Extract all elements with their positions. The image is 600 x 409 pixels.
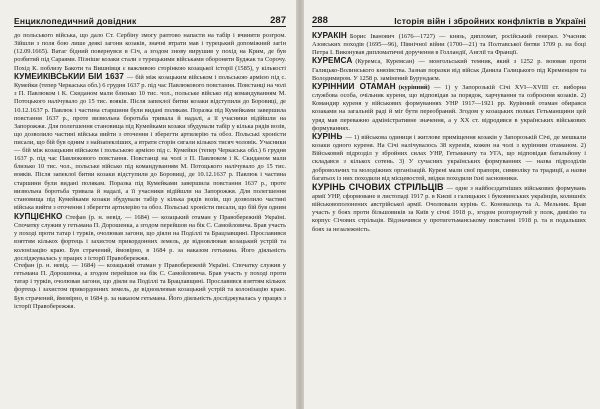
- entry-paragraph: [312, 183, 586, 234]
- entry-paragraph: [312, 57, 586, 82]
- entry-text: (Куремса, Куремсан) — монгольський темник, який з 1252 р. воював проти Галицько-Волинського князівства. Зазнав поразки від військ Данила Галицького під Кременцем та Володимиром. У 1258 р. замінений Бурундаєм.: [312, 58, 586, 82]
- entry-headword: КУРІННИЙ ОТАМАН: [312, 82, 396, 91]
- header-title: Енциклопедичний довідник: [14, 16, 137, 26]
- page-number: 287: [270, 15, 286, 26]
- entry-paragraph: [14, 73, 286, 147]
- entry: [312, 83, 586, 133]
- book-gutter: [296, 0, 304, 409]
- entry-paragraph: [312, 32, 586, 57]
- page-header: [312, 14, 586, 27]
- page-number: 288: [312, 15, 328, 26]
- entry-text: Стефан (р. н. невід. — 1684) — козацький отаман у Правобережній Україні. Спочатку служив у гетьмана П. Дорошенка, а згодом перейшов на бік С. Самойловича. Брав участь у поході проти татар і турків, очолював загони, що діяли на Поділлі та Брацлавщині. Прославився взяттям кількох фортець і захистом прикордонних земель, де відновлював козацький устрій та колонізацію краю. Був страчений, ймовірно, в 1684 р. за наказом гетьмана. Його діяльність досліджувалась у працях з історії Правобережжя.: [14, 214, 286, 262]
- entry-text: — 1) військова одиниця і житлове приміщення козаків у Запорозькій Січі, де мешкали козаки одного куреня. На Січі налічувалось 38 куренів, кожен на чолі з курінним отаманом. 2) Військовий підрозділ у збройних силах УНР, Гетьманату та УГА, що відповідав батальйону і складався з кількох сотень. 3) У сучасних українських формуваннях — назва підрозділів добровольчих та молодіжних організацій. Курені мали свої прапори, символіку та традиції, а назви багатьох із них походили від місцевостей, звідки походили їхні засновники.: [312, 133, 586, 182]
- continuation-text: до польського війська, що дало Ст. Сербіну змогу раптово напасти на табір і вчинити розгром. Зійшли з поля бою лише деякі загони козаків, значні втрати мав і турецький допоміжний загін (12.09.1665). Ватаг бідний повернувся в Січ, а згодом знову вирушив у похід на Крим, де був розбитий під Сараями. Пізніше козаки стали з турецькими військами обороняти Буджак та Сорочу. Похід К. поблизу Бакоти та Вишнівця є важливою сторінкою козацької історії (1585), у кількості: [14, 32, 286, 72]
- entry-headword: КУПЦІЄНКО: [14, 213, 63, 221]
- page-header: [14, 14, 286, 27]
- header-title: Історія війн і збройних конфліктів в Україні: [394, 16, 586, 26]
- entry-text: Стефан (р. н. невід. — 1684) — козацький отаман у Правобережній Україні. Спочатку служив у гетьмана П. Дорошенка, а згодом перейшов на бік С. Самойловича. Брав участь у поході проти татар і турків, очолював загони, що діяли на Поділлі та Брацлавщині. Прославився взяттям кількох фортець і захистом прикордонних земель, де відновлював козацький устрій та колонізацію краю. Був страчений, ймовірно, в 1684 р. за наказом гетьмана. Його діяльність досліджувалась у працях з історії Правобережжя.: [14, 262, 286, 310]
- entry-text: — одне з найбоєздатніших військових формувань армії УНР, сформоване в листопаді 1917 р. в Києві з галицьких і буковинських українців, колишніх військовополонених австрійської армії. Очолювали курінь Є. Коновалець та А. Мельник. Брав участь у боях проти більшовиків за Київ у січні 1918 р., згодом розгорнутий у полк, дивізію та корпус Січових стрільців. Відзначився у протигетьманському повстанні 1918 р. та в подальших боях за незалежність.: [312, 184, 586, 233]
- entry-headword: КУРЕМСА: [312, 57, 353, 66]
- entry-headword: КУРАКІН: [312, 32, 347, 40]
- entry: [14, 73, 286, 147]
- entry: [312, 57, 586, 82]
- entry: [312, 133, 586, 183]
- entry: [312, 32, 586, 57]
- left-page: [0, 0, 296, 409]
- entry-text: — бій між козацьким військом і польською армією під с. Кумейки (тепер Черкаська обл.) 6 грудня 1637 р. під час Павлюкового повстання. Повстанці на чолі з П. Павлюком і К. Скиданом мали близько 10 тис. чол., польське військо під командуванням М. Потоцького налічувало до 15 тис. вояків. Після запеклої битви козаки відступили до Боровиці, де 10.12.1637 р. Павлюк і частина старшини були видані полякам. Поразка під Кумейками завершила повстання 1637 р., проте визвольна боротьба тривала й надалі, а її учасники відійшли на Запорожжя. Для полегшення становища під Кумейками козаки збудували табір у кілька рядів возів, що дозволило частині війська вийти з оточення і зберегти артилерію та обоз. Польські хроністи писали, що бій був одним з найзапекліших, а втрати сторін сягали кількох тисяч чоловік. Учасники: [14, 74, 286, 147]
- entry-paragraph: [14, 213, 286, 262]
- entry-text: Борис Іванович (1676—1727) — князь, дипломат, російський генерал. Учасник Азовських походів (1695—96), Північної війни (1700—21) та Полтавської битви 1709 р. на боці Петра І. Виконував дипломатичні доручення в Голландії, Англії та Франції.: [312, 33, 586, 57]
- entry-headword: КУРІНЬ СІЧОВИХ СТРІЛЬЦІВ: [312, 182, 444, 192]
- entry-headword: КУМЕЙКІВСЬКИЙ БІЙ 1637: [14, 73, 124, 81]
- entry: [312, 183, 586, 234]
- entry-text: — 1) у Запорозькій Січі XVI—XVIII ст. виборна службова особа, очільник куреня, що відповідав за порядок, харчування та озброєння козаків. 2) Командир куреня у військових формуваннях УНР 1917—1921 рр. Курінний отаман обирався козаками на загальній раді й міг бути переобраний. Згодом у козацьких полках Гетьманщини цей уряд мав переважно адміністративне значення, а у XX ст. відродився в українських військових формуваннях.: [312, 83, 586, 132]
- entry-headword: КУРІНЬ: [312, 132, 343, 141]
- entry-subtitle: (курінний): [398, 83, 430, 91]
- entry-continuation: [14, 147, 286, 213]
- right-page: [304, 0, 600, 409]
- entry-paragraph: [312, 83, 586, 133]
- entry-text: — бій між козацьким військом і польською армією під с. Кумейки (тепер Черкаська обл.) 6 грудня 1637 р. під час Павлюкового повстання. Повстанці на чолі з П. Павлюком і К. Скиданом мали близько 10 тис. чол., польське військо під командуванням М. Потоцького налічувало до 15 тис. вояків. Після запеклої битви козаки відступили до Боровиці, де 10.12.1637 р. Павлюк і частина старшини були видані полякам. Поразка під Кумейками завершила повстання 1637 р., проте визвольна боротьба тривала й надалі, а її учасники відійшли на Запорожжя. Для полегшення становища під Кумейками козаки збудували табір у кілька рядів возів, що дозволило частині війська вийти з оточення і зберегти артилерію та обоз. Польські хроністи писали, що бій був одним: [14, 147, 286, 212]
- entry: [14, 213, 286, 262]
- entry-paragraph: [312, 133, 586, 183]
- entry-continuation: [14, 262, 286, 311]
